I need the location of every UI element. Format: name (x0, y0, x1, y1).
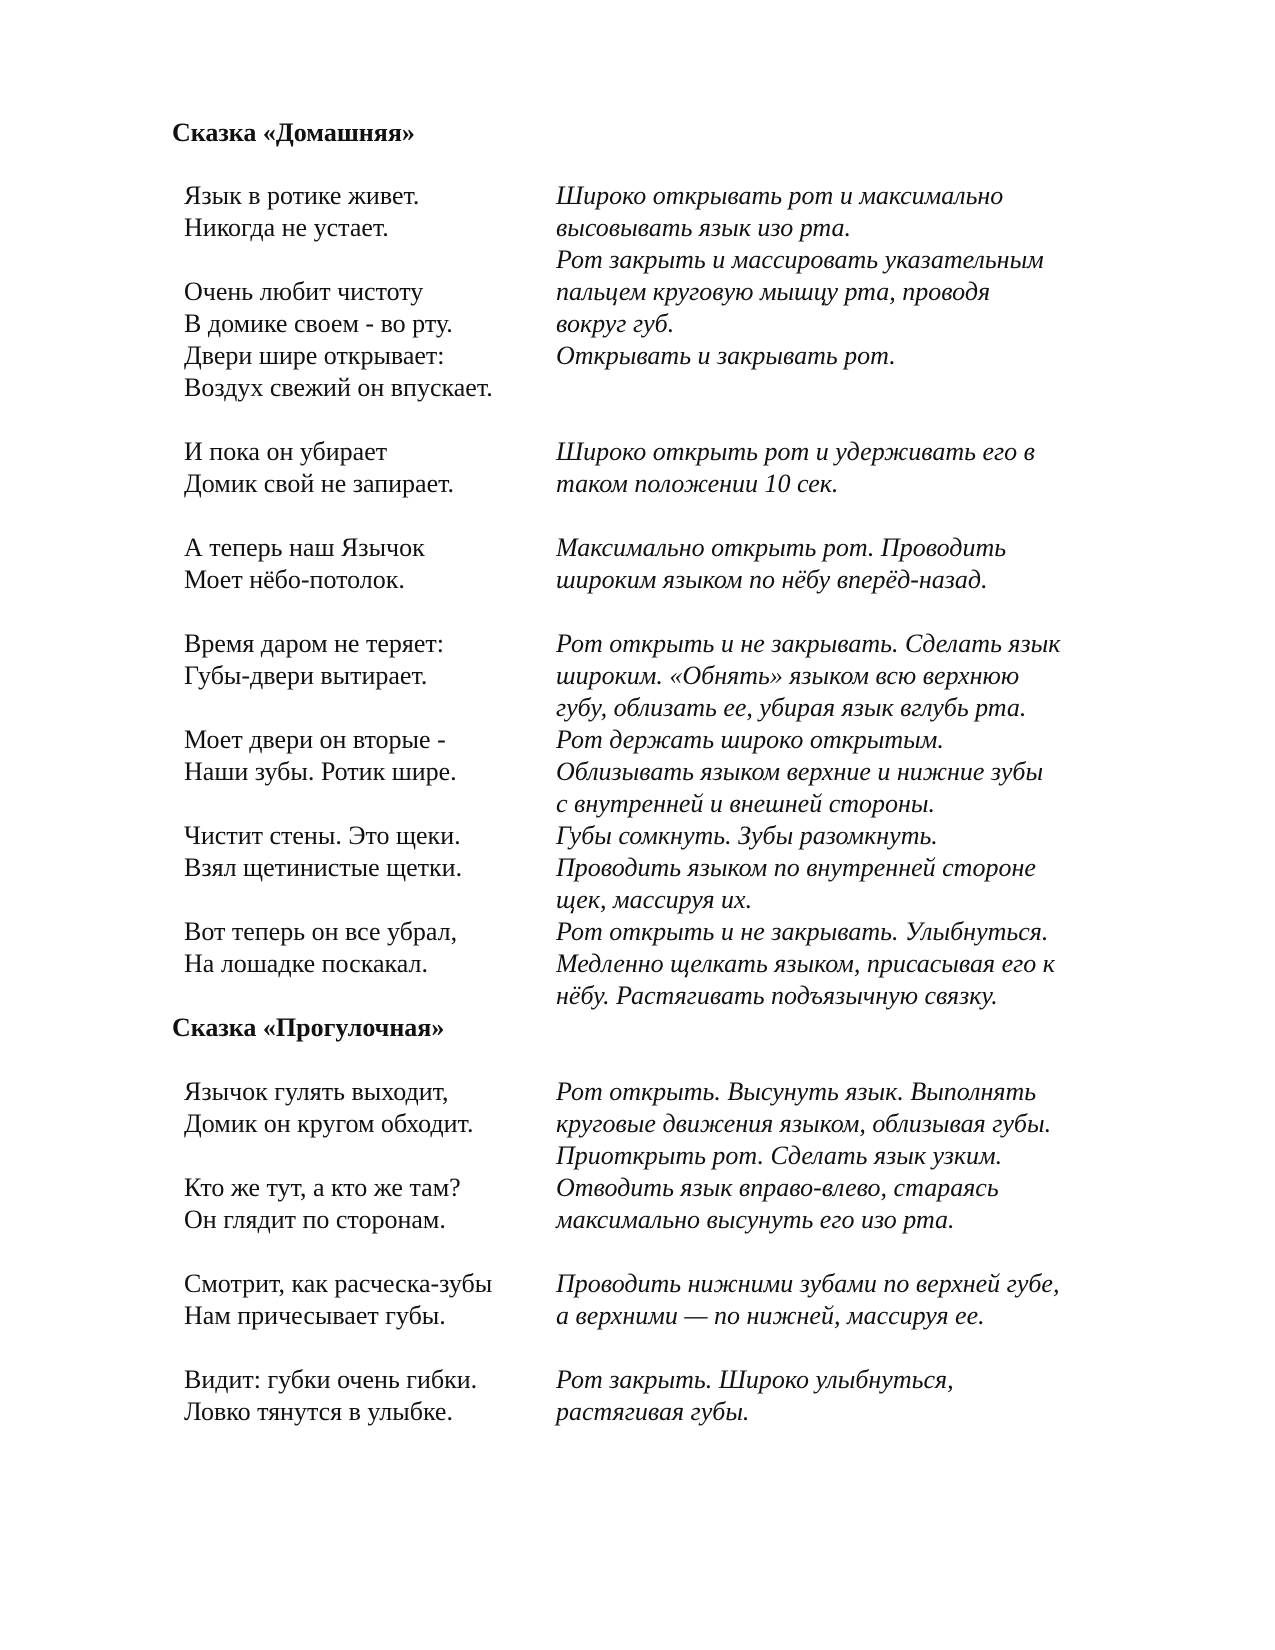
instruction-line: с внутренней и внешней стороны. (556, 789, 936, 818)
verse-line: На лошадке поскакал. (184, 949, 428, 978)
instruction-line: таком положении 10 сек. (556, 469, 839, 498)
verse-line: А теперь наш Язычок (184, 533, 425, 562)
verse-line: Чистит стены. Это щеки. (184, 821, 461, 850)
section-title-domashnyaya: Сказка «Домашняя» (172, 118, 415, 147)
instruction-line: щек, массируя их. (556, 885, 753, 914)
instruction-line: Проводить нижними зубами по верхней губе, (556, 1269, 1060, 1298)
verse-line: Смотрит, как расческа-зубы (184, 1269, 493, 1298)
verse-line: Ловко тянутся в улыбке. (184, 1397, 453, 1426)
instruction-line: Рот держать широко открытым. (556, 725, 944, 754)
instruction-line: губу, облизать ее, убирая язык вглубь рта. (556, 693, 1027, 722)
instruction-line: Рот открыть и не закрывать. Улыбнуться. (556, 917, 1049, 946)
verse-line: Наши зубы. Ротик шире. (184, 757, 457, 786)
instruction-line: Проводить языком по внутренней стороне (556, 853, 1036, 882)
section-title-progulochnaya: Сказка «Прогулочная» (172, 1013, 445, 1042)
instruction-line: широким. «Обнять» языком всю верхнюю (556, 661, 1020, 690)
verse-line: Воздух свежий он впускает. (184, 373, 493, 402)
instruction-line: широким языком по нёбу вперёд-назад. (556, 565, 988, 594)
instruction-line: Облизывать языком верхние и нижние зубы (556, 757, 1044, 786)
verse-line: Язык в ротике живет. (184, 181, 420, 210)
verse-line: В домике своем - во рту. (184, 309, 453, 338)
verse-line: Язычок гулять выходит, (184, 1077, 449, 1106)
instruction-line: пальцем круговую мышцу рта, проводя (556, 277, 991, 306)
instruction-line: Рот закрыть и массировать указательным (556, 245, 1044, 274)
verse-line: И пока он убирает (184, 437, 388, 466)
verse-line: Очень любит чистоту (184, 277, 424, 306)
instruction-line: Губы сомкнуть. Зубы разомкнуть. (556, 821, 938, 850)
instruction-line: нёбу. Растягивать подъязычную связку. (556, 981, 998, 1010)
instruction-line: а верхними — по нижней, массируя ее. (556, 1301, 985, 1330)
instruction-line: Отводить язык вправо-влево, стараясь (556, 1173, 999, 1202)
instruction-line: Рот закрыть. Широко улыбнуться, (556, 1365, 954, 1394)
instruction-line: Рот открыть и не закрывать. Сделать язык (556, 629, 1061, 658)
verse-line: Моет нёбо-потолок. (184, 565, 405, 594)
verse-line: Взял щетинистые щетки. (184, 853, 463, 882)
verse-line: Домик он кругом обходит. (184, 1109, 474, 1138)
instruction-line: Приоткрыть рот. Сделать язык узким. (556, 1141, 1003, 1170)
verse-line: Губы-двери вытирает. (184, 661, 428, 690)
instruction-line: максимально высунуть его изо рта. (556, 1205, 955, 1234)
verse-line: Нам причесывает губы. (184, 1301, 446, 1330)
instruction-line: высовывать язык изо рта. (556, 213, 851, 242)
instruction-line: Рот открыть. Высунуть язык. Выполнять (556, 1077, 1037, 1106)
instruction-line: Открывать и закрывать рот. (556, 341, 896, 370)
verse-line: Он глядит по сторонам. (184, 1205, 446, 1234)
instruction-line: вокруг губ. (556, 309, 675, 338)
instruction-line: Максимально открыть рот. Проводить (556, 533, 1007, 562)
verse-line: Двери шире открывает: (184, 341, 445, 370)
verse-line: Вот теперь он все убрал, (184, 917, 458, 946)
verse-line: Видит: губки очень гибки. (184, 1365, 478, 1394)
verse-line: Время даром не теряет: (184, 629, 444, 658)
verse-line: Моет двери он вторые - (184, 725, 446, 754)
instruction-line: круговые движения языком, облизывая губы. (556, 1109, 1052, 1138)
verse-line: Кто же тут, а кто же там? (184, 1173, 461, 1202)
instruction-line: Медленно щелкать языком, присасывая его к (556, 949, 1055, 978)
verse-line: Никогда не устает. (184, 213, 389, 242)
instruction-line: Широко открывать рот и максимально (556, 181, 1004, 210)
instruction-line: растягивая губы. (556, 1397, 750, 1426)
instruction-line: Широко открыть рот и удерживать его в (556, 437, 1035, 466)
verse-line: Домик свой не запирает. (184, 469, 455, 498)
